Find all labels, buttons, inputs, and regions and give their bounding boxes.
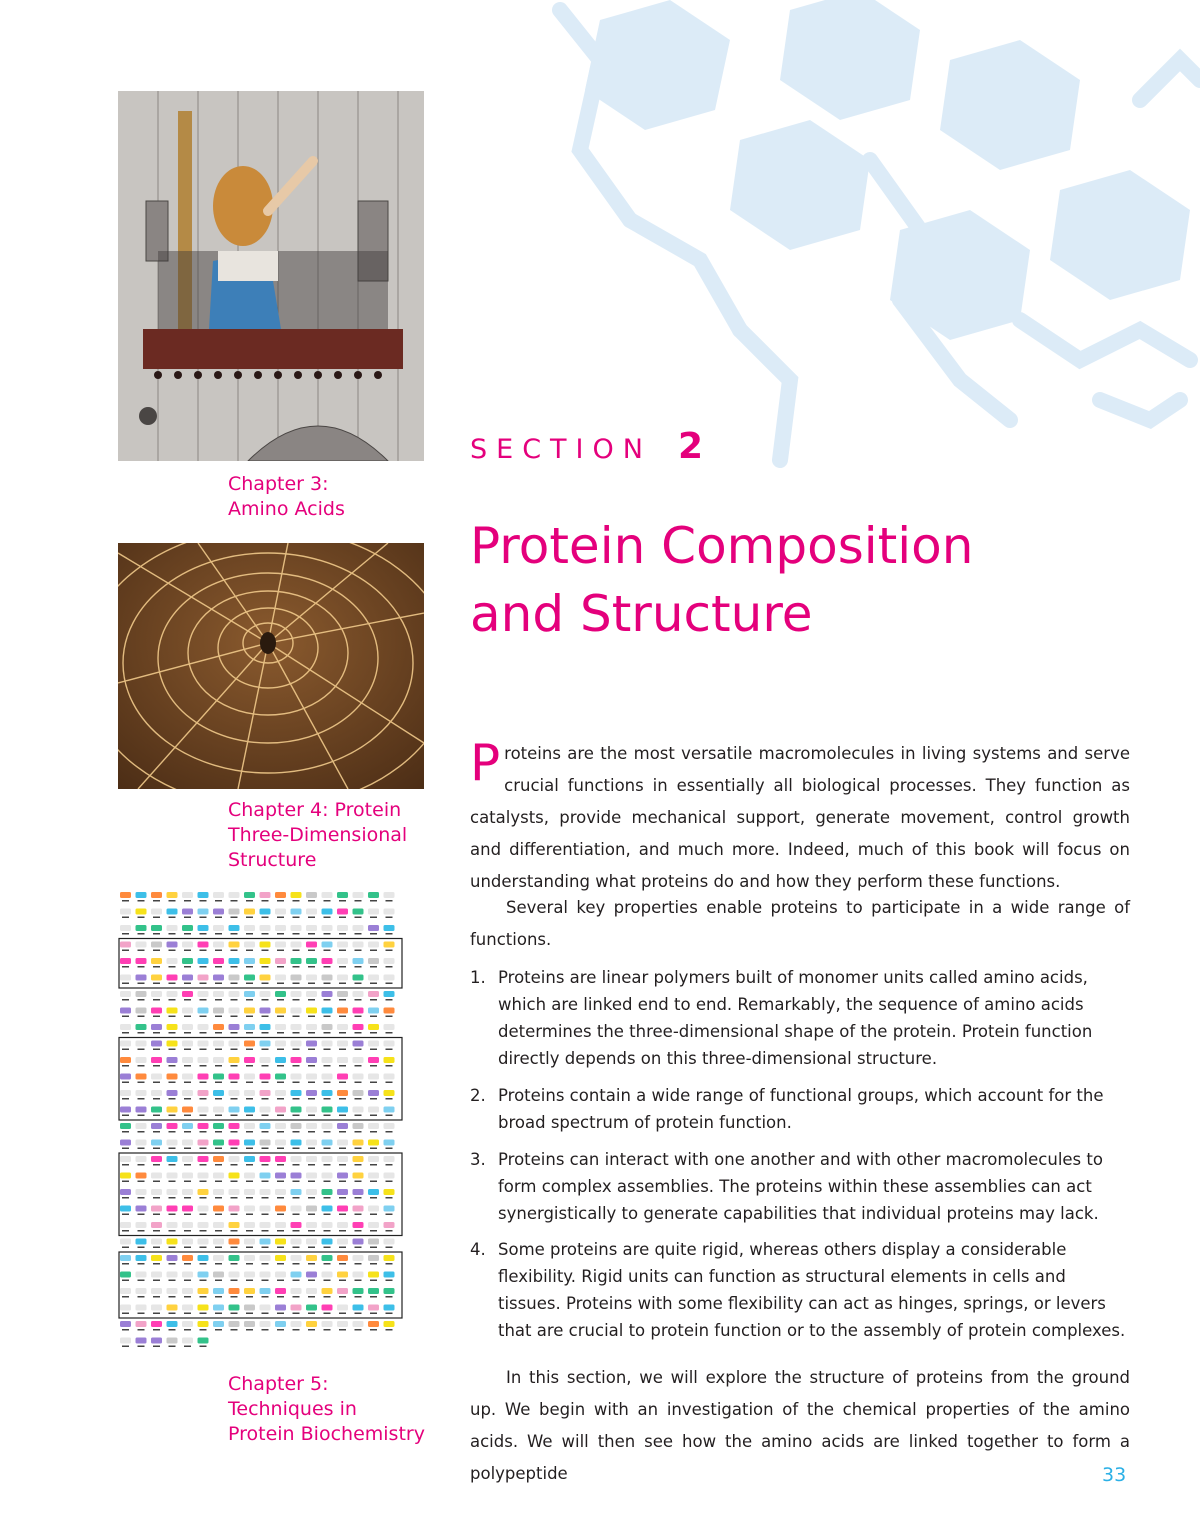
list-item-number: 3.	[470, 1150, 486, 1169]
molecular-background-graphic	[540, 0, 1200, 470]
chapter-3-illustration	[118, 91, 424, 461]
list-item	[470, 1082, 1130, 1136]
section-overview-paragraph: In this section, we will explore the structure of proteins from the ground up. We begin with an investigation of the chemical properties of the amino acids. We will then see how the amino acids are linked together to form a polypeptide	[470, 1368, 1130, 1483]
chapter-5-caption: Chapter 5: Techniques in Protein Biochemistry	[228, 1373, 425, 1445]
intro-text: roteins are the most versatile macromolecules in living systems and serve crucial functions in essentially all biological processes. They function as catalysts, provide mechanical support, generate movement, control growth and differentiation, and much more. Indeed, much of this book will focus on understanding what proteins do and how they perform these functions.	[470, 744, 1130, 891]
list-item-text: Proteins are linear polymers built of monomer units called amino acids, which are linked end to end. Remarkably, the sequence of amino acids determines the three-dimensional shape of the protein. Protein function directly depends on this three-dimensional structure.	[498, 968, 1093, 1068]
list-item-number: 2.	[470, 1086, 486, 1105]
section-number: 2	[678, 426, 704, 467]
properties-intro-paragraph: Several key properties enable proteins to participate in a wide range of functions.	[470, 898, 1130, 949]
page-number: 33	[1102, 1464, 1127, 1486]
list-item	[470, 1236, 1130, 1344]
drop-cap: P	[470, 734, 501, 792]
chapter-3-caption: Chapter 3: Amino Acids	[228, 473, 345, 520]
chapter-4-caption: Chapter 4: Protein Three-Dimensional Structure	[228, 799, 408, 871]
list-item-text: Proteins contain a wide range of functional groups, which account for the broad spectrum of protein function.	[498, 1086, 1104, 1132]
section-title: Protein Composition and Structure	[470, 517, 974, 643]
chapter-5-sequence-graphic	[118, 886, 408, 1356]
list-item-number: 1.	[470, 968, 486, 987]
list-item-text: Some proteins are quite rigid, whereas others display a considerable flexibility. Rigid units can function as structural elements in cells and tissues. Proteins with some flexibility can act as hinges, springs, or levers that are crucial to protein function or to the assembly of protein complexes.	[498, 1240, 1126, 1340]
section-label: SECTION	[470, 434, 652, 465]
intro-paragraph	[470, 734, 1130, 898]
chapter-4-spiderweb-image	[118, 543, 424, 789]
list-item-text: Proteins can interact with one another and with other macromolecules to form complex assemblies. The proteins within these assemblies can act synergistically to generate capabilities that individual proteins may lack.	[498, 1150, 1103, 1223]
list-item-number: 4.	[470, 1240, 486, 1259]
list-item	[470, 1146, 1130, 1227]
list-item	[470, 964, 1130, 1072]
